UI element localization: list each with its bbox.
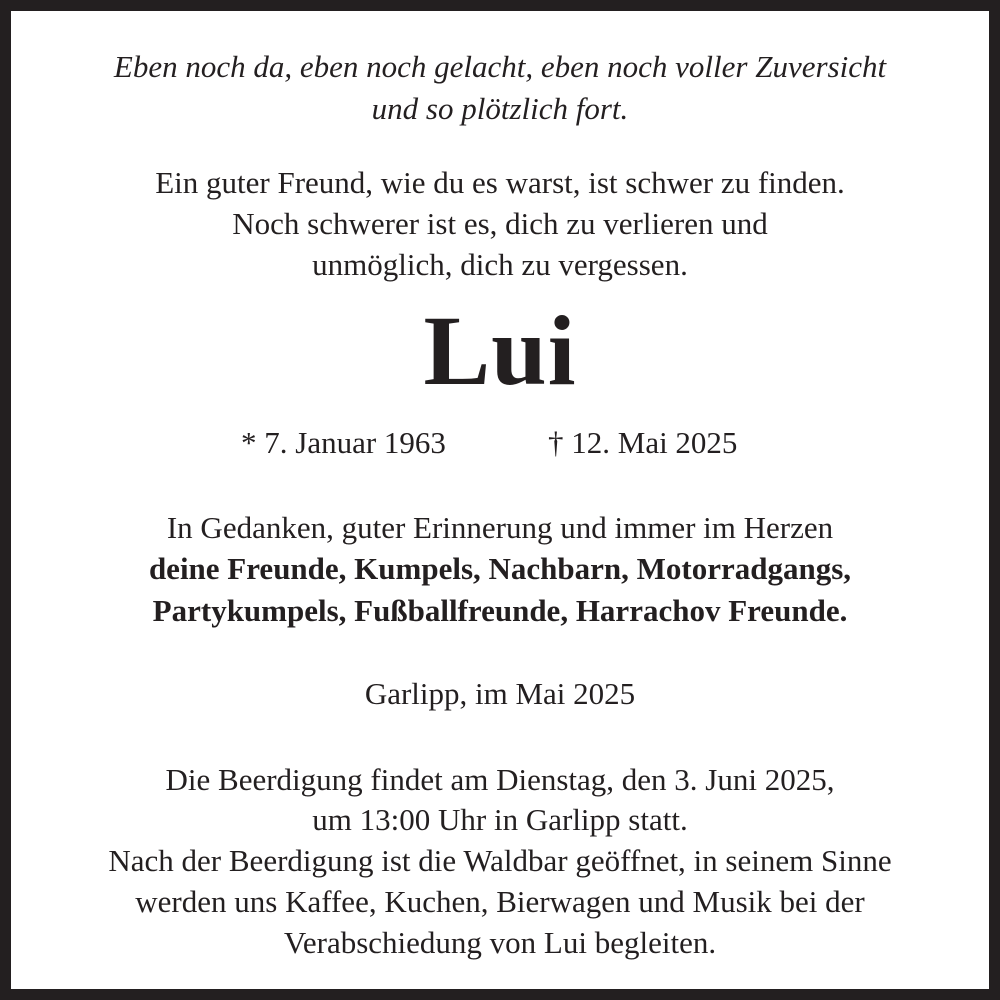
- place-date: Garlipp, im Mai 2025: [364, 676, 636, 711]
- birth-date: * 7. Januar 1963: [241, 425, 446, 460]
- funeral-line-1: Die Beerdigung findet am Dienstag, den 3. Juni 2025,: [165, 762, 835, 797]
- death-date: † 12. Mai 2025: [548, 425, 738, 460]
- funeral-line-4: werden uns Kaffee, Kuchen, Bierwagen und Musik bei der: [135, 884, 865, 919]
- poem-line-1: Eben noch da, eben noch gelacht, eben noch voller Zuversicht: [113, 49, 887, 84]
- funeral-line-3: Nach der Beerdigung ist die Waldbar geöffnet, in seinem Sinne: [108, 843, 892, 878]
- funeral-line-2: um 13:00 Uhr in Garlipp statt.: [312, 802, 688, 837]
- verse-line-3: unmöglich, dich zu vergessen.: [312, 247, 688, 282]
- funeral-line-5: Verabschiedung von Lui begleiten.: [283, 925, 717, 960]
- life-dates: [11, 423, 989, 463]
- verse-line-2: Noch schwerer ist es, dich zu verlieren und: [232, 206, 768, 241]
- mourners-intro: In Gedanken, guter Erinnerung und immer im Herzen: [166, 510, 834, 545]
- poem-line-2: und so plötzlich fort.: [371, 91, 629, 126]
- mourners-line-2: Partykumpels, Fußballfreunde, Harrachov Freunde.: [152, 593, 848, 628]
- mourners-line-1: deine Freunde, Kumpels, Nachbarn, Motorradgangs,: [148, 551, 852, 586]
- deceased-name: Lui: [423, 295, 577, 406]
- verse-line-1: Ein guter Freund, wie du es warst, ist schwer zu finden.: [155, 165, 845, 200]
